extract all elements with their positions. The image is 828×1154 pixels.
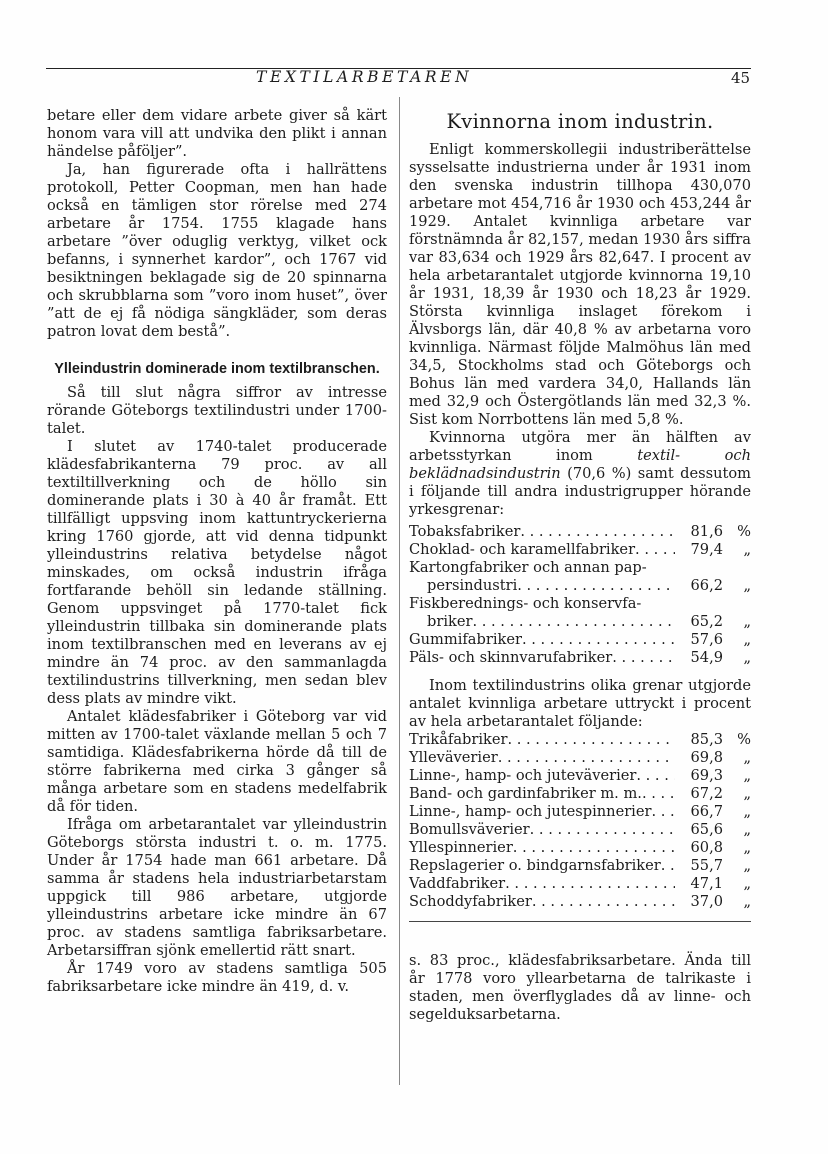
paragraph: Inom textilindustrins olika grenar utgjorde antalet kvinnliga arbetare uttryckt i procent av hela arbetarantalet följande: (409, 677, 751, 730)
section-subheading: Ylleindustrin dominerade inom textilbranschen. (54, 361, 380, 377)
paragraph: Så till slut några siffror av intresse rörande Göteborgs textilindustri under 1700-talet. (47, 384, 387, 437)
row-value: 65,6 (690, 821, 723, 838)
table-row (409, 821, 751, 839)
row-label: Linne-, hamp- och juteväverier (409, 767, 637, 784)
paragraph: Antalet klädesfabriker i Göteborg var vid mitten av 1700-talet växlande mellan 5 och 7 samtidiga. Klädesfabrikerna hörde då till de större fabrikerna med cirka 3 gånger så många arbetare som en stadens medelfabrik då för tiden. (47, 708, 387, 815)
paragraph: Ja, han figurerade ofta i hallrättens protokoll, Petter Coopman, men han hade också en tämligen stor rörelse med 274 arbetare år 1754. 1755 klagade hans arbetare ”över oduglig verktyg, vilket ock befanns, i synnerhet kardor”, och 1767 vid besiktningen beklagade sig de 20 spinnarna och skrubblarna som ”voro inom huset”, över ”att de ej få nödiga sängkläder, som deras patron lovat dem bestå”. (47, 161, 387, 340)
table-row (409, 595, 751, 613)
running-title: TEXTILARBETAREN (256, 68, 473, 86)
row-unit: „ (743, 749, 751, 766)
table-row (409, 523, 751, 541)
table-row (409, 875, 751, 893)
row-unit: „ (743, 785, 751, 802)
row-value: 37,0 (690, 893, 723, 910)
row-unit: % (737, 523, 751, 540)
row-unit: „ (743, 541, 751, 558)
row-label: Kartongfabriker och annan pap- (409, 559, 647, 576)
row-label: Trikåfabriker (409, 731, 508, 748)
row-unit: „ (743, 857, 751, 874)
dot-leader (635, 541, 675, 559)
row-unit: „ (743, 767, 751, 784)
row-label: Vaddfabriker (409, 875, 506, 892)
dot-leader (661, 857, 675, 875)
table-row (409, 631, 751, 649)
dot-leader (520, 523, 675, 541)
row-value: 79,4 (690, 541, 723, 558)
row-value: 57,6 (690, 631, 723, 648)
row-value: 67,2 (690, 785, 723, 802)
paragraph: betare eller dem vidare arbete giver så kärt honom vara vill att undvika den plikt i annan händelse påföljer”. (47, 107, 387, 160)
row-label: Band- och gardinfabriker m. m. (409, 785, 642, 802)
row-unit: „ (743, 577, 751, 594)
article-title: Kvinnorna inom industrin. (446, 110, 714, 133)
row-label: Päls- och skinnvarufabriker (409, 649, 613, 666)
textile-branch-table (409, 731, 751, 911)
table-row (409, 559, 751, 577)
row-unit: „ (743, 649, 751, 666)
row-label: Fiskberednings- och konservfa- (409, 595, 642, 612)
row-label: Yllespinnerier (409, 839, 513, 856)
row-label: Choklad- och karamellfabriker (409, 541, 636, 558)
row-value: 85,3 (690, 731, 723, 748)
page-number: 45 (731, 69, 751, 87)
row-value: 69,3 (690, 767, 723, 784)
dot-leader (651, 803, 675, 821)
row-value: 69,8 (690, 749, 723, 766)
row-label: Repslagerier o. bindgarnsfabriker (409, 857, 661, 874)
row-value: 66,7 (690, 803, 723, 820)
dot-leader (532, 893, 675, 911)
dot-leader (636, 767, 675, 785)
table-row (409, 857, 751, 875)
row-label: persindustri (427, 577, 518, 594)
emphasis-text: textil- och beklädnadsindustrin (409, 447, 751, 482)
table-row (409, 785, 751, 803)
row-label: Tobaksfabriker (409, 523, 521, 540)
table-row (409, 541, 751, 559)
row-value: 81,6 (690, 523, 723, 540)
paragraph: År 1749 voro av stadens samtliga 505 fabriksarbetare icke mindre än 419, d. v. (47, 960, 387, 995)
table-row (409, 803, 751, 821)
paragraph: s. 83 proc., klädesfabriksarbetare. Ända till år 1778 voro yllearbetarna de talrikaste i staden, men överflyglades då av linne- och segelduksarbetarna. (409, 952, 751, 1023)
dot-leader (507, 731, 675, 749)
paragraph (409, 429, 751, 519)
row-value: 47,1 (690, 875, 723, 892)
row-label: Bomullsväverier (409, 821, 530, 838)
dot-leader (612, 649, 675, 667)
row-value: 54,9 (690, 649, 723, 666)
paragraph-text: (70,6 %) samt dessutom i följande till andra industrigrupper hörande yrkesgrenar: (409, 465, 751, 518)
dot-leader (498, 749, 675, 767)
paragraph: Ifråga om arbetarantalet var ylleindustrin Göteborgs största industri t. o. m. 1775. Under år 1754 hade man 661 arbetare. Då samma år stadens hela industriarbetarstam uppgick till 986 arbetare, utgjorde ylleindustrins arbetare icke mindre än 67 proc. av stadens samtliga fabriksarbetare. Arbetarsiffran sjönk emellertid rätt snart. (47, 816, 387, 959)
table-row (409, 731, 751, 749)
table-row (409, 767, 751, 785)
row-value: 65,2 (690, 613, 723, 630)
paragraph-text: Kvinnorna utgöra mer än hälften av arbetsstyrkan inom (409, 429, 751, 464)
table-row (409, 839, 751, 857)
row-unit: „ (743, 875, 751, 892)
left-column (47, 107, 387, 996)
right-column (409, 107, 751, 1024)
row-unit: „ (743, 631, 751, 648)
row-label: Linne-, hamp- och jutespinnerier (409, 803, 652, 820)
row-value: 66,2 (690, 577, 723, 594)
row-unit: „ (743, 821, 751, 838)
row-unit: „ (743, 893, 751, 910)
row-label: Schoddyfabriker (409, 893, 532, 910)
dot-leader (513, 839, 675, 857)
row-unit: „ (743, 839, 751, 856)
row-value: 60,8 (690, 839, 723, 856)
industry-percentage-table (409, 523, 751, 667)
paragraph: I slutet av 1740-talet producerade klädesfabrikanterna 79 proc. av all textiltillverkning och de höllo sin dominerande plats i 30 à 40 år framåt. Ett tillfälligt uppsving inom kattuntryckerierna kring 1760 gjorde, att vid denna tidpunkt ylleindustrins relativa betydelse något minskades, om också industrin ifråga fortfarande behöll sin ledande ställning. Genom uppsvinget på 1770-talet fick ylleindustrin tillbaka sin dominerande plats inom textilbranschen med en leverans av ej mindre än 74 proc. av den sammanlagda textilindustrins tillverkning, men sedan blev dess plats av mindre vikt. (47, 438, 387, 707)
table-row (409, 613, 751, 631)
dot-leader (522, 631, 675, 649)
table-row (409, 749, 751, 767)
table-row (409, 649, 751, 667)
section-divider (409, 921, 751, 922)
table-row (409, 893, 751, 911)
row-label: Ylleväverier (409, 749, 498, 766)
dot-leader (505, 875, 675, 893)
dot-leader (530, 821, 675, 839)
dot-leader (472, 613, 675, 631)
table-row (409, 577, 751, 595)
paragraph: Enligt kommerskollegii industriberättelse sysselsatte industrierna under år 1931 inom den svenska industrin tillhopa 430,070 arbetare mot 454,716 år 1930 och 453,244 år 1929. Antalet kvinnliga arbetare var förstnämnda år 82,157, medan 1930 års siffra var 83,634 och 1929 års 82,647. I procent av hela arbetarantalet utgjorde kvinnorna 19,10 år 1931, 18,39 år 1930 och 18,23 år 1929. Största kvinnliga inslaget förekom i Älvsborgs län, där 40,8 % av arbetarna voro kvinnliga. Närmast följde Malmöhus län med 34,5, Stockholms stad och Göteborgs och Bohus län med vardera 34,0, Hallands län med 32,9 och Östergötlands län med 32,3 %. Sist kom Norrbottens län med 5,8 %. (409, 141, 751, 428)
dot-leader (642, 785, 675, 803)
row-value: 55,7 (690, 857, 723, 874)
dot-leader (517, 577, 675, 595)
row-label: Gummifabriker (409, 631, 522, 648)
row-label: briker (427, 613, 473, 630)
row-unit: % (737, 731, 751, 748)
column-divider (399, 97, 400, 1085)
row-unit: „ (743, 613, 751, 630)
row-unit: „ (743, 803, 751, 820)
